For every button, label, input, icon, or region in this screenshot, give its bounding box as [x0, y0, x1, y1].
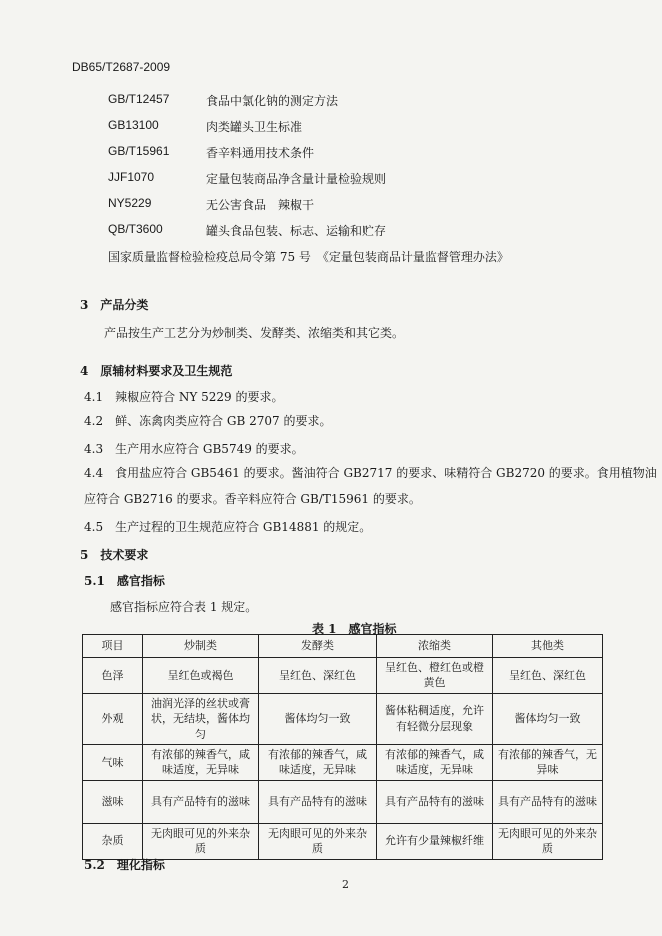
- table-cell: 呈红色、深红色: [259, 658, 377, 694]
- section-heading: 3 产品分类: [80, 298, 149, 312]
- reference-title: 香辛料通用技术条件: [206, 146, 315, 160]
- reference-title: 定量包装商品净含量计量检验规则: [206, 172, 387, 186]
- table-cell: 色泽: [83, 658, 143, 694]
- reference-code: GB13100: [108, 118, 159, 132]
- table-cell: 外观: [83, 693, 143, 744]
- table-cell: 有浓郁的辣香气，咸味适度，无异味: [377, 744, 493, 780]
- table-cell: 无肉眼可见的外来杂质: [259, 823, 377, 859]
- table-row: [83, 744, 603, 780]
- table-cell: 呈红色、深红色: [493, 658, 603, 694]
- reference-item: [108, 92, 628, 118]
- reference-title: 国家质量监督检验检疫总局令第 75 号 《定量包装商品计量监督管理办法》: [108, 250, 509, 264]
- reference-code: GB/T15961: [108, 144, 170, 158]
- page-number: 2: [342, 878, 349, 891]
- table-cell: 杂质: [83, 823, 143, 859]
- reference-item: [108, 118, 628, 144]
- reference-item: [108, 144, 628, 170]
- table-row: [83, 693, 603, 744]
- reference-item: [108, 248, 628, 274]
- reference-code: QB/T3600: [108, 222, 163, 236]
- document-code: DB65/T2687-2009: [72, 60, 171, 74]
- table-row: [83, 780, 603, 823]
- table-cell: 允许有少量辣椒纤维: [377, 823, 493, 859]
- table-cell: 酱体粘稠适度，允许有轻微分层现象: [377, 693, 493, 744]
- table-cell: 油润光泽的丝状或膏状，无结块，酱体均匀: [143, 693, 259, 744]
- clause: 4.3 生产用水应符合 GB5749 的要求。: [84, 442, 304, 456]
- table-cell: 气味: [83, 744, 143, 780]
- table-header-row: [83, 635, 603, 658]
- table-cell: 有浓郁的辣香气，咸味适度，无异味: [143, 744, 259, 780]
- table-cell: 酱体均匀一致: [259, 693, 377, 744]
- clause: 4.1 辣椒应符合 NY 5229 的要求。: [84, 390, 284, 404]
- table-cell: 无肉眼可见的外来杂质: [493, 823, 603, 859]
- reference-list: [108, 92, 628, 274]
- table-cell: 具有产品特有的滋味: [259, 780, 377, 823]
- reference-title: 食品中氯化钠的测定方法: [206, 94, 339, 108]
- table-header-cell: 发酵类: [259, 635, 377, 658]
- clause: 4.2 鲜、冻禽肉类应符合 GB 2707 的要求。: [84, 414, 332, 428]
- table-row: [83, 823, 603, 859]
- sensory-table: [82, 634, 603, 860]
- reference-item: [108, 170, 628, 196]
- subsection-heading: 5.2 理化指标: [84, 858, 165, 872]
- reference-code: GB/T12457: [108, 92, 170, 106]
- clause: 4.4 食用盐应符合 GB5461 的要求。酱油符合 GB2717 的要求、味精符合 GB2720 的要求。食用植物油: [84, 466, 657, 480]
- reference-title: 肉类罐头卫生标准: [206, 120, 303, 134]
- section-heading: 4 原辅材料要求及卫生规范: [80, 364, 233, 378]
- table-header-cell: 炒制类: [143, 635, 259, 658]
- table-cell: 有浓郁的辣香气，无异味: [493, 744, 603, 780]
- table-cell: 具有产品特有的滋味: [143, 780, 259, 823]
- section-heading: 5 技术要求: [80, 548, 149, 562]
- table-cell: 具有产品特有的滋味: [377, 780, 493, 823]
- paragraph: 感官指标应符合表 1 规定。: [110, 600, 258, 614]
- clause: 4.5 生产过程的卫生规范应符合 GB14881 的规定。: [84, 520, 372, 534]
- reference-code: JJF1070: [108, 170, 155, 184]
- clause-continued: 应符合 GB2716 的要求。香辛料应符合 GB/T15961 的要求。: [84, 492, 421, 506]
- table-row: [83, 658, 603, 694]
- table-cell: 无肉眼可见的外来杂质: [143, 823, 259, 859]
- table-cell: 滋味: [83, 780, 143, 823]
- table-header-cell: 浓缩类: [377, 635, 493, 658]
- table-header-cell: 其他类: [493, 635, 603, 658]
- table-cell: 酱体均匀一致: [493, 693, 603, 744]
- subsection-heading: 5.1 感官指标: [84, 574, 165, 588]
- reference-title: 罐头食品包装、标志、运输和贮存: [206, 224, 387, 238]
- reference-item: [108, 196, 628, 222]
- table-cell: 有浓郁的辣香气，咸味适度，无异味: [259, 744, 377, 780]
- reference-code: NY5229: [108, 196, 152, 210]
- paragraph: 产品按生产工艺分为炒制类、发酵类、浓缩类和其它类。: [104, 326, 405, 340]
- table-title: 表 1 感官指标: [312, 622, 397, 636]
- table-cell: 呈红色、橙红色或橙黄色: [377, 658, 493, 694]
- table-header-cell: 项目: [83, 635, 143, 658]
- reference-title: 无公害食品 辣椒干: [206, 198, 315, 212]
- reference-item: [108, 222, 628, 248]
- table-cell: 呈红色或褐色: [143, 658, 259, 694]
- table-cell: 具有产品特有的滋味: [493, 780, 603, 823]
